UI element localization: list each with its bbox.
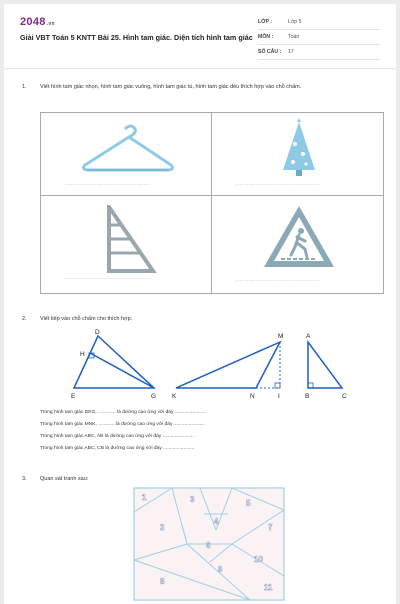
question-3-number: 3. <box>22 476 27 482</box>
q2-sentence: Trong hình tam giác DEG, ............. là đường cao ứng với đáy ....................... <box>40 410 207 415</box>
meta-row-class <box>258 16 380 30</box>
vertex-label-d: D <box>95 329 100 336</box>
piece-label: 1 <box>142 493 147 502</box>
vertex-label-c: C <box>342 393 347 400</box>
logo-suffix: .vn <box>46 21 55 27</box>
triangle-mnk <box>176 342 280 388</box>
meta-value: 17 <box>288 49 294 55</box>
vertex-label-k: K <box>172 393 177 400</box>
meta-key: SỐ CÂU : <box>258 49 282 55</box>
piece-label: 5 <box>246 499 251 508</box>
vertex-label-m: M <box>278 333 284 340</box>
answer-blank: ...................................................................... <box>235 277 320 282</box>
vertex-label-b: B <box>305 393 310 400</box>
q2-triangles-figure <box>64 326 364 408</box>
pedestrian-sign-icon <box>261 203 337 271</box>
triangle-abc <box>308 342 342 388</box>
meta-row-subject <box>258 31 380 45</box>
meta-value: Lớp 5 <box>288 19 302 25</box>
q2-sentence: Trong hình tam giác ABC, CB là đường cao ứng với đáy ....................... <box>40 446 195 451</box>
page-title: Giải VBT Toán 5 KNTT Bài 25. Hình tam giác. Diện tích hình tam giác <box>20 33 253 42</box>
vertex-label-a: A <box>306 333 311 340</box>
question-1-text: Viết hình tam giác nhọn, hình tam giác vuông, hình tam giác tù, hình tam giác đều thích hợp vào chỗ chấm. <box>40 84 302 90</box>
meta-value: Toán <box>288 34 300 40</box>
piece-label: 11 <box>264 583 273 592</box>
meta-key: LỚP : <box>258 19 273 25</box>
piece-label: 7 <box>268 523 273 532</box>
piece-label: 10 <box>254 555 263 564</box>
christmas-tree-icon <box>279 118 319 180</box>
hanger-icon <box>79 123 175 179</box>
vertex-label-i: I <box>278 393 280 400</box>
piece-label: 9 <box>218 565 223 574</box>
question-2-number: 2. <box>22 316 27 322</box>
question-3-text: Quan sát tranh sau: <box>40 476 89 482</box>
shelf-icon <box>103 205 157 275</box>
brand-logo[interactable] <box>20 16 55 28</box>
answer-blank: ...................................................................... <box>65 275 150 280</box>
q2-sentence: Trong hình tam giác MNK, ............ là đường cao ứng với đáy ....................... <box>40 422 205 427</box>
question-1-number: 1. <box>22 84 27 90</box>
answer-blank: ...................................................................... <box>235 181 320 186</box>
question-2-text: Viết tiếp vào chỗ chấm cho thích hợp. <box>40 316 133 322</box>
piece-label: 2 <box>160 523 165 532</box>
header-divider <box>4 68 396 69</box>
vertex-label-e: E <box>71 393 76 400</box>
meta-row-count <box>258 46 380 60</box>
vertex-label-h: H <box>80 351 85 358</box>
piece-label: 8 <box>160 577 165 586</box>
q3-puzzle-figure <box>132 486 286 602</box>
q2-sentence: Trong hình tam giác ABC, AB là đường cao ứng với đáy ....................... <box>40 434 194 439</box>
vertex-label-g: G <box>151 393 157 400</box>
piece-label: 4 <box>214 517 219 526</box>
q1-image-grid <box>40 112 384 294</box>
logo-text: 2048 <box>20 16 46 28</box>
piece-label: 6 <box>206 541 211 550</box>
document-page <box>4 4 396 604</box>
piece-label: 3 <box>190 495 195 504</box>
meta-key: MÔN : <box>258 34 274 40</box>
answer-blank: ...................................................................... <box>65 181 150 186</box>
vertex-label-n: N <box>250 393 255 400</box>
